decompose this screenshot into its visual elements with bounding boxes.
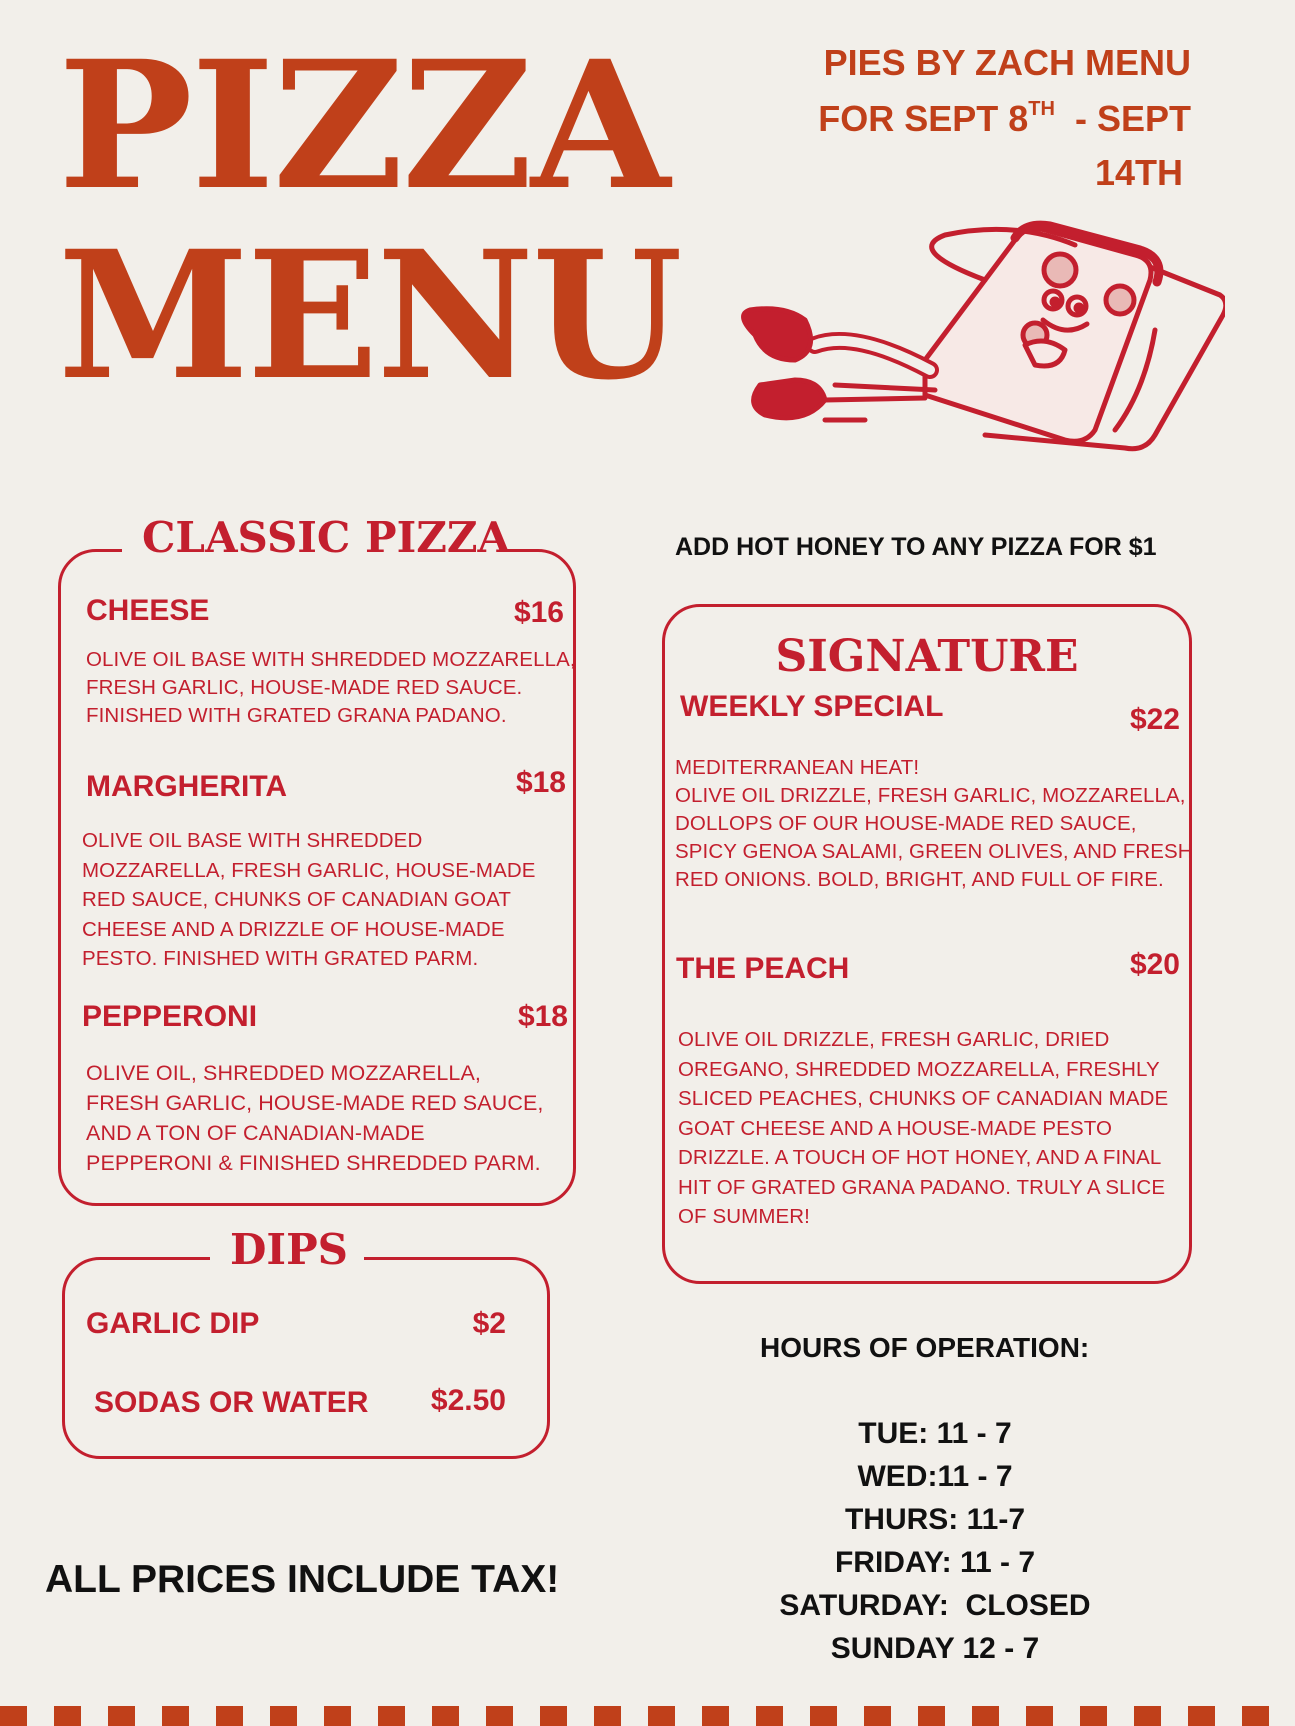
menu-item-name: WEEKLY SPECIAL xyxy=(680,690,944,723)
hours-line: WED:11 - 7 xyxy=(857,1460,1013,1493)
dips-heading: DIPS xyxy=(210,1229,364,1271)
pizza-slice-mascot-icon xyxy=(725,220,1225,465)
classic-pizza-heading: CLASSIC PIZZA xyxy=(122,517,504,559)
dip-item-name: GARLIC DIP xyxy=(86,1307,260,1340)
hours-line: TUE: 11 - 7 xyxy=(858,1417,1012,1450)
header-line-1: PIES BY ZACH MENU xyxy=(823,42,1191,83)
menu-item-name: MARGHERITA xyxy=(86,770,288,803)
menu-item-price: $18 xyxy=(517,1000,568,1033)
menu-item-description: OLIVE OIL BASE WITH SHREDDED MOZZARELLA, FRESH GARLIC, HOUSE-MADE RED SAUCE. FINISHED WITH GRATED GRANA PADANO. xyxy=(86,648,576,727)
title-pizza: PIZZA xyxy=(58,22,669,229)
menu-item-name: PEPPERONI xyxy=(82,1000,258,1033)
menu-item-description: MEDITERRANEAN HEAT! OLIVE OIL DRIZZLE, FRESH GARLIC, MOZZARELLA, DOLLOPS OF OUR HOUSE-MADE RED SAUCE, SPICY GENOA SALAMI, GREEN OLIVES, AND FRESH RED ONIONS. BOLD, BRIGHT, AND FULL OF FIRE. xyxy=(675,756,1193,891)
hours-line: THURS: 11-7 xyxy=(844,1503,1026,1536)
menu-item-name: THE PEACH xyxy=(676,952,850,985)
hours-title: HOURS OF OPERATION: xyxy=(760,1332,1090,1363)
dip-item-price: $2 xyxy=(472,1307,506,1340)
bottom-checker-border xyxy=(0,1706,1295,1726)
header-line-2 xyxy=(818,99,1191,137)
signature-heading: SIGNATURE xyxy=(775,631,1079,682)
dip-item-name: SODAS OR WATER xyxy=(94,1386,369,1419)
menu-item-price: $18 xyxy=(515,766,566,799)
header-line-3: 14TH xyxy=(1094,152,1183,193)
header-line-2-sup: TH xyxy=(1028,98,1055,120)
menu-item-price: $22 xyxy=(1129,703,1180,736)
hot-honey-note: ADD HOT HONEY TO ANY PIZZA FOR $1 xyxy=(675,533,1157,561)
menu-item-description: OLIVE OIL BASE WITH SHREDDED MOZZARELLA, FRESH GARLIC, HOUSE-MADE RED SAUCE, CHUNKS OF CANADIAN GOAT CHEESE AND A DRIZZLE OF HOUSE-MADE PESTO. FINISHED WITH GRATED PARM. xyxy=(82,829,536,970)
hours-line: SUNDAY 12 - 7 xyxy=(830,1632,1040,1665)
menu-item-description: OLIVE OIL DRIZZLE, FRESH GARLIC, DRIED OREGANO, SHREDDED MOZZARELLA, FRESHLY SLICED PEACHES, CHUNKS OF CANADIAN MADE GOAT CHEESE AND A HOUSE-MADE PESTO DRIZZLE. A TOUCH OF HOT HONEY, AND A FINAL HIT OF GRATED GRANA PADANO. TRULY A SLICE OF SUMMER! xyxy=(678,1028,1169,1228)
dip-item-price: $2.50 xyxy=(430,1384,506,1417)
hours-line: FRIDAY: 11 - 7 xyxy=(834,1546,1036,1579)
hours-list xyxy=(735,1412,1135,1670)
hours-line: SATURDAY: CLOSED xyxy=(779,1589,1091,1622)
title-menu: MENU xyxy=(58,212,681,419)
tax-note: ALL PRICES INCLUDE TAX! xyxy=(45,1558,560,1601)
dips-section xyxy=(62,1257,550,1459)
menu-item-price: $16 xyxy=(513,596,564,629)
menu-item-name: CHEESE xyxy=(86,594,210,627)
menu-item-description: OLIVE OIL, SHREDDED MOZZARELLA, FRESH GARLIC, HOUSE-MADE RED SAUCE, AND A TON OF CANADIAN-MADE PEPPERONI & FINISHED SHREDDED PARM. xyxy=(86,1061,544,1175)
header-line-2-pre: FOR SEPT 8 xyxy=(818,98,1029,139)
header-line-2-post: - SEPT xyxy=(1054,98,1191,139)
menu-item-price: $20 xyxy=(1129,948,1180,981)
